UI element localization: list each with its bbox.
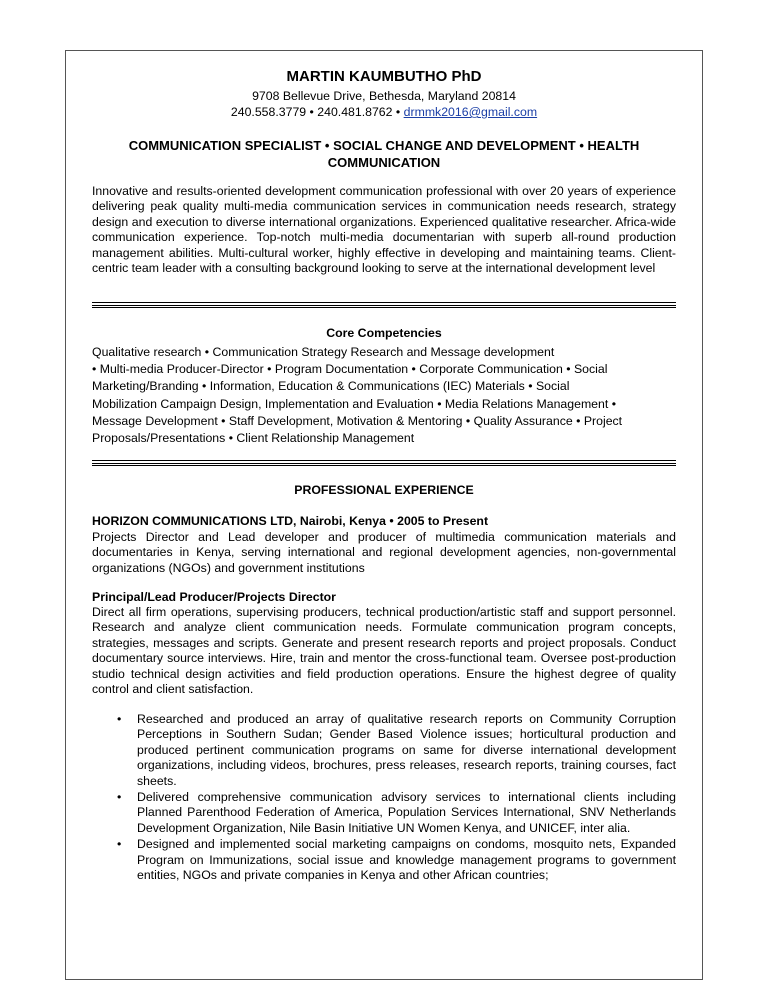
headline — [92, 137, 676, 171]
bullet-text: Delivered comprehensive communication advisory services to international clients including Planned Parenthood Federation of America, Population Services International, SNV Netherlands Development Organization, Nile Basin Initiative UN Women Kenya, and UNICEF, inter alia. — [137, 790, 676, 835]
role-description: Direct all firm operations, supervising producers, technical production/artistic staff and support personnel. Research and analyze client communication needs. Formulate communication program concepts, strategies, messages and scripts. Generate and present research reports and project proposals. Conduct documentary source interviews. Hire, train and mentor the cross-functional team. Oversee post-production studio technical design activities and field production operations. Ensure the highest degree of quality control and client satisfaction. — [92, 605, 676, 697]
contact-line — [65, 105, 703, 119]
bullet-icon: • — [117, 837, 122, 852]
address: 9708 Bellevue Drive, Bethesda, Maryland 20814 — [252, 89, 516, 103]
summary-paragraph: Innovative and results-oriented development communication professional with over 20 years of experience delivering peak quality multi-media communication services in communication needs research, strategy design and execution to diverse international organizations. Experienced qualitative researcher. Africa-wide communication experience. Top-notch multi-media documentarian with superb all-round production management abilities. Multi-cultural worker, highly effective in developing and maintaining teams. Client-centric team leader with a consulting background looking to serve at the international development level — [92, 184, 676, 276]
experience-title: PROFESSIONAL EXPERIENCE — [294, 483, 474, 497]
competency-line: Qualitative research • Communication Strategy Research and Message development — [92, 345, 555, 359]
list-item — [92, 712, 676, 789]
divider-thin — [92, 302, 676, 303]
phone-numbers: 240.558.3779 • 240.481.8762 • — [230, 105, 404, 119]
list-item — [92, 837, 676, 883]
divider-double — [92, 305, 676, 308]
divider-double — [92, 463, 676, 466]
achievement-list — [92, 712, 676, 884]
bullet-icon: • — [117, 712, 122, 726]
divider-thin — [92, 460, 676, 461]
headline-line-2: COMMUNICATION — [327, 155, 441, 170]
bullet-text: Researched and produced an array of qualitative research reports on Community Corruption Perceptions in Southern Sudan; Gender Based Violence issues; horticultural production and produced pertinent communication programs on same for diverse international development organizations, including videos, brochures, press releases, research reports, training courses, fact sheets. — [137, 712, 676, 788]
bullet-icon: • — [117, 790, 122, 805]
competency-line: Marketing/Branding • Information, Education & Communications (IEC) Materials • Social — [92, 379, 570, 394]
resume-name: MARTIN KAUMBUTHO PhD — [286, 68, 482, 85]
role-title: Principal/Lead Producer/Projects Director — [92, 590, 336, 604]
competency-line: Message Development • Staff Development, Motivation & Mentoring • Quality Assurance • Project — [92, 413, 623, 428]
company-description: Projects Director and Lead developer and producer of multimedia communication materials and documentaries in Kenya, serving international and regional development agencies, non-governmental organizations (NGOs) and government institutions — [92, 530, 676, 575]
competency-line: • Multi-media Producer-Director • Program Documentation • Corporate Communication • Social — [92, 362, 608, 377]
bullet-text: Designed and implemented social marketing campaigns on condoms, mosquito nets, Expanded Program on Immunizations, social issue and knowledge management programs to government entities, NGOs and private companies in Kenya and other African countries; — [137, 837, 676, 883]
competencies-title: Core Competencies — [326, 326, 442, 340]
competency-line: Mobilization Campaign Design, Implementation and Evaluation • Media Relations Management • — [92, 396, 616, 411]
email-link[interactable]: drmmk2016@gmail.com — [403, 105, 538, 119]
headline-line-1: COMMUNICATION SPECIALIST • SOCIAL CHANGE AND DEVELOPMENT • HEALTH — [128, 138, 640, 153]
competencies-list — [92, 344, 676, 447]
list-item — [92, 790, 676, 836]
company-heading: HORIZON COMMUNICATIONS LTD, Nairobi, Kenya • 2005 to Present — [92, 514, 489, 528]
competency-line: Proposals/Presentations • Client Relationship Management — [92, 431, 415, 446]
